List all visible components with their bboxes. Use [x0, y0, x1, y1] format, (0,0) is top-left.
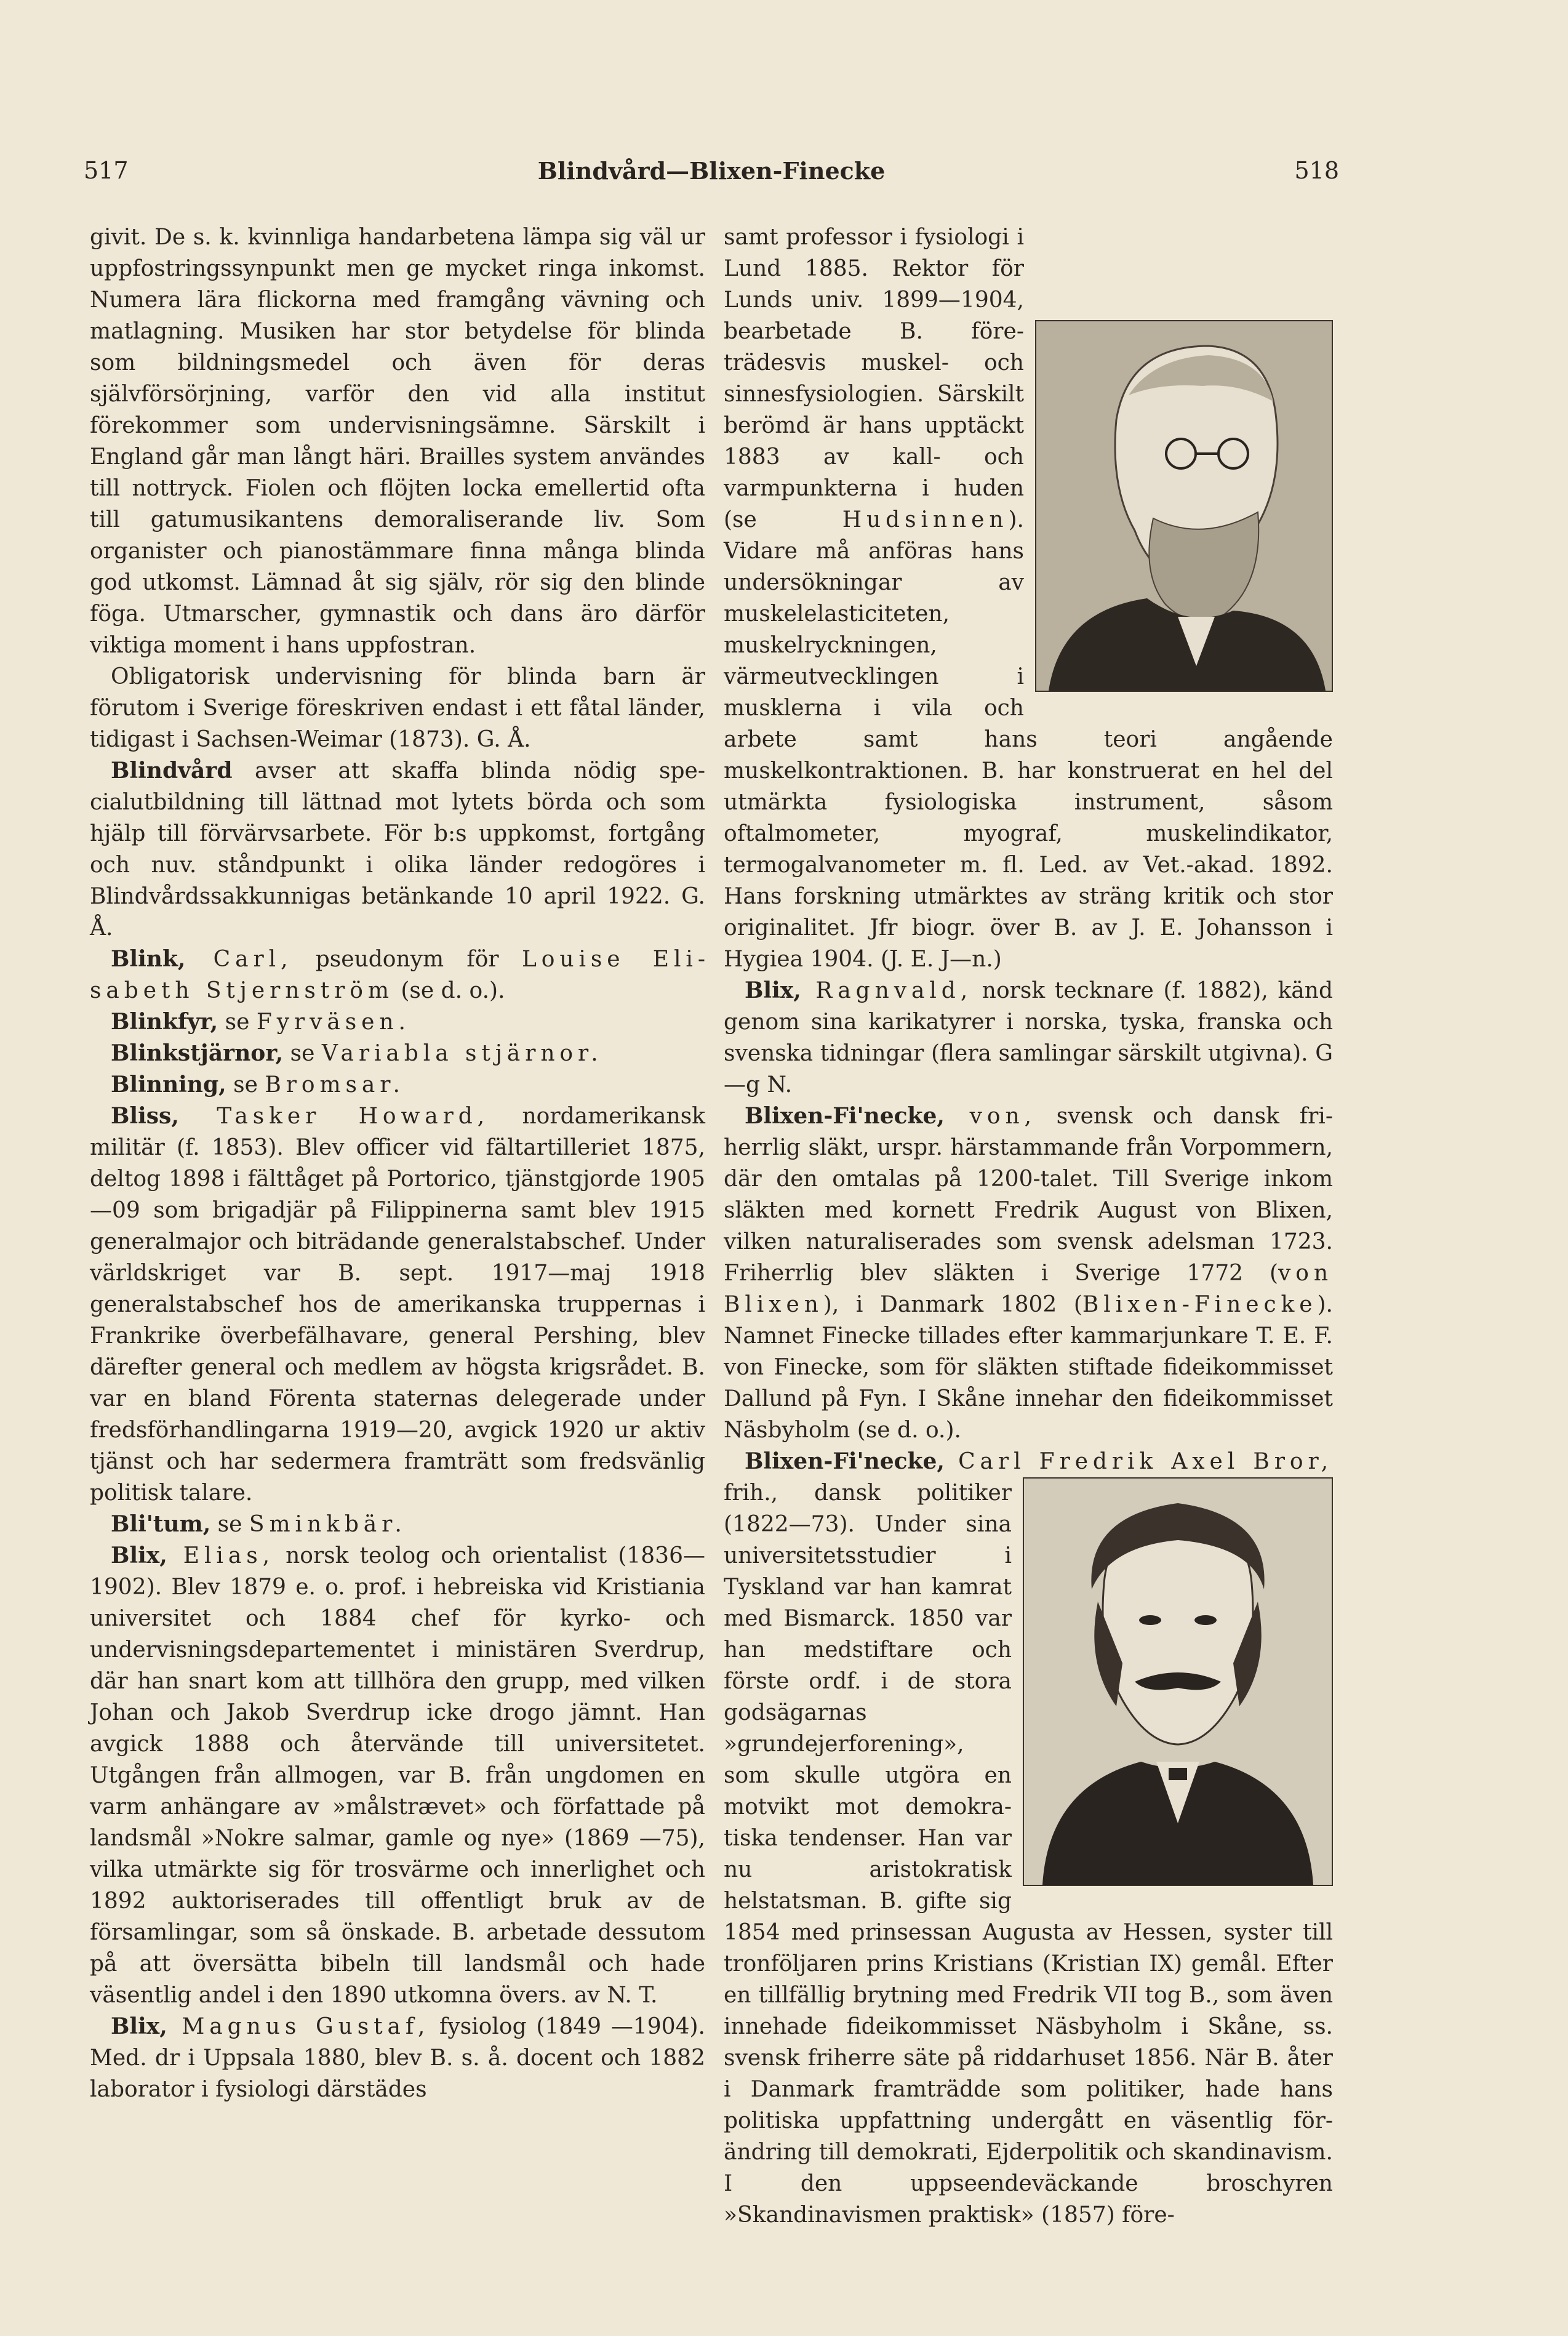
headword: Blink,: [111, 946, 186, 972]
entry-name: Carl,: [185, 947, 293, 972]
cross-reference: Variabla stjärnor.: [321, 1041, 603, 1066]
cross-reference: Louise Elisabeth Stjernström: [90, 947, 705, 1003]
left-column: [90, 222, 705, 2105]
entry-blindvard: [90, 755, 705, 944]
entry-name: Ragnvald,: [801, 978, 973, 1003]
entry-blinkstjarnor: [90, 1038, 705, 1069]
entry-text: svensk och dansk friherrlig släkt, urspr. härstammande från Vorpommern, där den omtalas på 1200-talet. Till Sverige inkom släkten med kornett Fredrik August von Blixen, vilken naturaliserades som svensk adelsman 1723. Friherrlig blev släkten i Sverige 1772 (: [724, 1104, 1333, 1286]
entry-name: Carl Fredrik Axel Bror,: [944, 1449, 1333, 1474]
entry-blix-magnus: [90, 2011, 705, 2105]
entry-text: ). Vidare må anföras hans undersökningar av muskelelasticiteten, muskelryckningen, värmeutvecklingen i musklerna i vila och arbete samt hans teori angående muskelkontraktionen. B. har konstruerat en hel del utmärkta fysiologiska instrument, såsom oftalmometer, myograf, muskelindikator, termogalvanometer m. fl. Led. av Vet.-akad. 1892. Hans forskning utmärktes av sträng kritik och stor originalitet. Jfr biogr. över B. av J. E. Johansson i Hygiea 1904. (J. E. J—n.): [724, 507, 1333, 972]
paragraph: Obligatorisk undervisning för blinda barn är förutom i Sverige föreskriven endast i ett fåtal länder, tidigast i Sachsen-Weimar (1873). G. Å.: [90, 664, 705, 752]
headword: Blix,: [111, 2013, 167, 2039]
cross-reference: Bromsar.: [265, 1072, 405, 1098]
entry-text: se: [210, 1512, 249, 1537]
cross-reference: Hudsinnen: [842, 507, 1009, 532]
left-page-number: 517: [84, 157, 129, 184]
entry-blitum: [90, 1509, 705, 1540]
entry-name: Elias,: [167, 1543, 275, 1568]
headword: Blinkstjärnor,: [111, 1040, 284, 1066]
entry-text: se: [218, 1009, 257, 1035]
page-header: [84, 157, 1339, 200]
cross-reference: von Blixen: [724, 1261, 1333, 1317]
running-title: Blindvård—Blixen-Finecke: [537, 157, 886, 185]
entry-text: samt professor i fysiologi i Lund 1885. Rektor för Lunds univ. 1899—1904, bearbetade B. företrädesvis muskel- och sinnesfysiologien. Särskilt berömd är hans upptäckt 1883 av kall- och varmpunkterna i huden (se: [724, 225, 1024, 532]
cross-reference: Sminkbär.: [249, 1512, 407, 1537]
headword: Blindvård: [111, 758, 233, 784]
entry-blixen-finecke-carl: [724, 1446, 1333, 2231]
entry-text: ), i Danmark 1802 (: [823, 1292, 1082, 1317]
entry-text: se: [226, 1072, 265, 1098]
entry-blinning: [90, 1069, 705, 1101]
right-column: [724, 222, 1333, 2231]
entry-text: norsk tecknare (f. 1882), känd genom sina karikatyrer i norska, tyska, franska och svenska tidningar (flera samlingar särskilt utgivna). G—g N.: [724, 978, 1333, 1098]
headword: Blixen-Fi'necke,: [745, 1448, 945, 1474]
man-portrait-beard-icon: [1036, 321, 1332, 691]
entry-text: pseudonym för: [292, 947, 522, 972]
entry-text: nordamerikansk militär (f. 1853). Blev officer vid fältartilleriet 1875, deltog 1898 i fälttåget på Portorico, tjänstgjorde 1905—09 som brigadjär på Filippinerna samt blev 1915 generalmajor och biträdande generalstabschef. Under världskriget var B. sept. 1917—maj 1918 generalstabschef hos de amerikanska truppernas i Frankrike överbefälhavare, general Pershing, blev därefter general och medlem av högsta krigsrådet. B. var en bland Förenta staternas delegerade under fredsförhandlingarna 1919—20, avgick 1920 ur aktiv tjänst och har sedermera framträtt som fredsvänlig politisk talare.: [90, 1104, 705, 1506]
entry-blinkfyr: [90, 1006, 705, 1038]
headword: Blix,: [111, 1543, 167, 1568]
entry-name: Magnus Gustaf,: [167, 2014, 430, 2039]
entry-text: frih., dansk politiker (1822—73). Under sina universitetsstudier i Tyskland var han kamrat med Bismarck. 1850 var han medstiftare och förste ordf. i de stora godsägarnas »grundejerforening», som skulle utgöra en motvikt mot demokratiska tendenser. Han var nu aristokratisk helstatsman. B. gifte sig 1854 med prinsessan Augusta av Hessen, syster till tronföljaren prins Kristians (Kristian IX) gemål. Efter en tillfällig brytning med Fredrik VII tog B., som även innehade fideikommisset Näsbyholm i Skåne, ss. svensk friherre säte på riddarhuset 1856. När B. åter i Danmark framträdde som politiker, hade hans politiska uppfattning undergått en väsentlig förändring till demokrati, Ejderpolitik och skandinavism. I den uppseendeväckande broschyren »Skandinavismen praktisk» (1857) före-: [724, 1480, 1333, 2228]
entry-name: von,: [944, 1104, 1036, 1129]
headword: Blinkfyr,: [111, 1009, 218, 1035]
entry-text: se: [283, 1041, 322, 1066]
man-portrait-moustache-icon: [1024, 1479, 1332, 1885]
headword: Bliss,: [111, 1103, 179, 1129]
entry-blix-elias: [90, 1540, 705, 2011]
entry-text: avser att skaffa blinda nödig specialutbildning till lättnad mot lytets börda och som hjälp till förvärvsarbete. För b:s uppkomst, fortgång och nuv. ståndpunkt i olika länder redogöres i Blindvårdssakkunnigas betänkande 10 april 1922. G. Å.: [90, 758, 705, 941]
portrait-blixen-finecke-carl: [1023, 1477, 1333, 1886]
headword: Bli'tum,: [111, 1511, 211, 1537]
entry-blink: [90, 944, 705, 1006]
headword: Blixen-Fi'necke,: [745, 1103, 945, 1129]
entry-text: ). Namnet Finecke tillades efter kammarjunkare T. E. F. von Finecke, som för släkten stiftade fideikommisset Dallund på Fyn. I Skåne innehar den fideikommisset Näsbyholm (se d. o.).: [724, 1292, 1333, 1443]
entry-name: Tasker Howard,: [178, 1104, 490, 1129]
entry-bliss: [90, 1101, 705, 1509]
entry-blix-ragnvald: [724, 975, 1333, 1101]
right-page-number: 518: [1294, 157, 1339, 184]
entry-blixen-finecke: [724, 1101, 1333, 1446]
headword: Blinning,: [111, 1072, 226, 1098]
cross-reference: Fyrväsen.: [256, 1009, 410, 1035]
entry-text: (se d. o.).: [393, 978, 505, 1003]
entry-text: fysiolog (1849 —1904). Med. dr i Uppsala 1880, blev B. s. å. docent och 1882 laborator i fysiologi därstädes: [90, 2014, 706, 2102]
headword: Blix,: [745, 977, 801, 1003]
paragraph: givit. De s. k. kvinnliga handarbetena lämpa sig väl ur uppfostringssynpunkt men ge mycket ringa inkomst. Numera lära flickorna med framgång vävning och matlagning. Musiken har stor betydelse för blinda som bildningsmedel och även för deras självförsörjning, varför den vid alla institut förekommer som undervisningsämne. Särskilt i England går man långt häri. Brailles system användes till nottryck. Fiolen och flöjten locka emellertid ofta till gatumusikantens demoraliserande liv. Som organister och pianostämmare finna många blinda god utkomst. Lämnad åt sig själv, rör sig den blinde föga. Utmarscher, gymnastik och dans äro därför viktiga moment i hans uppfostran.: [90, 225, 705, 658]
entry-text: norsk teolog och orientalist (1836—1902). Blev 1879 e. o. prof. i hebreiska vid Kristiania universitet och 1884 chef för kyrko- och undervisningsdepartementet i ministären Sverdrup, där han snart kom att tillhöra den grupp, med vilken Johan och Jakob Sverdrup icke drogo jämnt. Han avgick 1888 och återvände till universitetet. Utgången från allmogen, var B. från ungdomen en varm anhängare av »målstrævet» och författade på landsmål »Nokre salmar, gamle og nye» (1869 —75), vilka utmärkte sig för trosvärme och innerlighet och 1892 auktoriserades till offentligt bruk av de församlingar, som så önskade. B. arbetade dessutom på att översätta bibeln till landsmål och hade väsentlig andel i den 1890 utkomna övers. av N. T.: [90, 1543, 705, 2008]
cross-reference: Blixen-Finecke: [1082, 1292, 1318, 1317]
portrait-blix-magnus: [1035, 320, 1333, 692]
